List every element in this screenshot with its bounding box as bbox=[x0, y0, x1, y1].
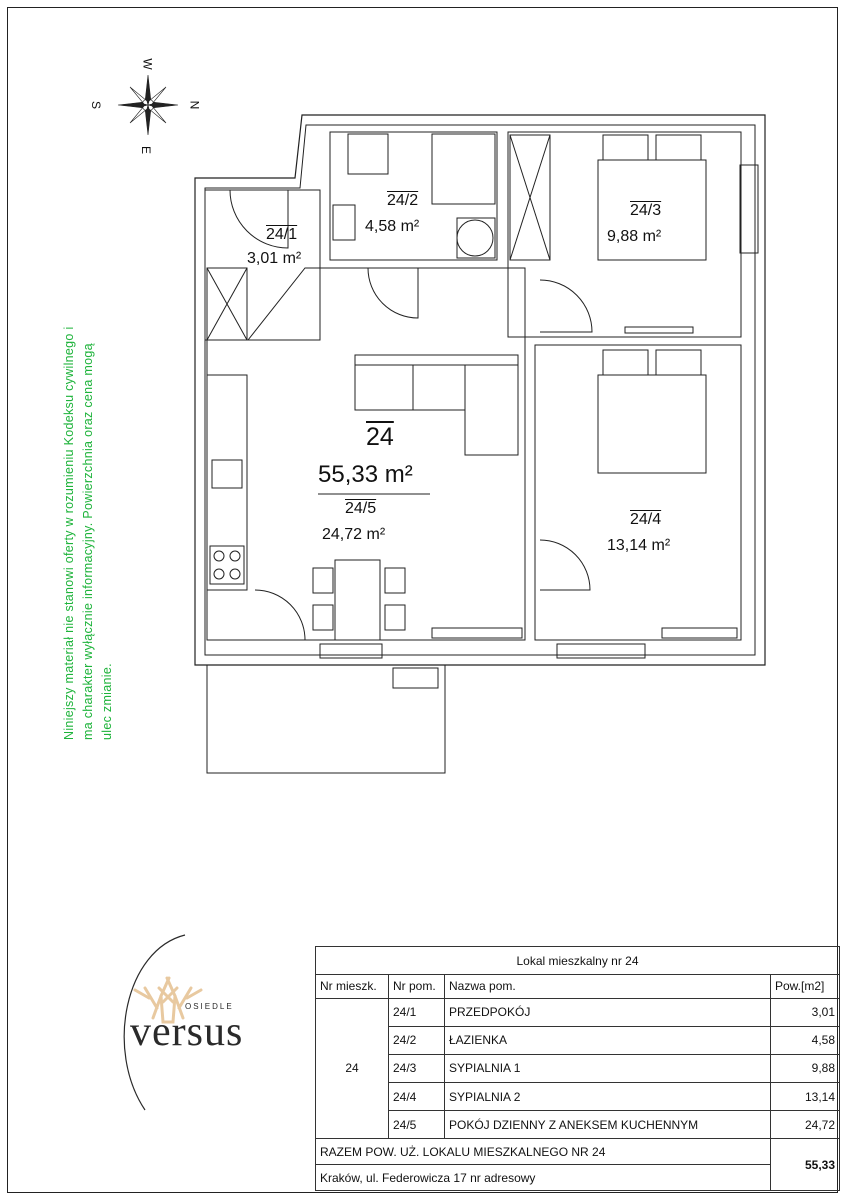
unit-area: 55,33 m² bbox=[318, 461, 413, 488]
unit-number: 24 bbox=[366, 423, 394, 451]
compass-w: W bbox=[140, 58, 155, 70]
logo-brand-text: versus bbox=[130, 1009, 244, 1055]
unit-no-cell: 24 bbox=[316, 998, 389, 1138]
address: Kraków, ul. Federowicza 17 nr adresowy bbox=[316, 1165, 771, 1191]
room-24-4-area: 13,14 m² bbox=[607, 537, 671, 554]
room-24-5-number: 24/5 bbox=[345, 500, 377, 517]
header-room-name: Nazwa pom. bbox=[445, 975, 771, 999]
compass-n: N bbox=[187, 100, 202, 110]
table-row bbox=[316, 1026, 840, 1054]
room-name-cell: SYPIALNIA 2 bbox=[445, 1083, 771, 1111]
table-row bbox=[316, 1083, 840, 1111]
room-name-cell: PRZEDPOKÓJ bbox=[445, 998, 771, 1026]
room-name-cell: POKÓJ DZIENNY Z ANEKSEM KUCHENNYM bbox=[445, 1111, 771, 1139]
room-24-1-area: 3,01 m² bbox=[247, 250, 302, 267]
compass-e: E bbox=[139, 145, 154, 155]
table-title: Lokal mieszkalny nr 24 bbox=[316, 947, 840, 975]
rooms-table bbox=[315, 946, 840, 1191]
table-row bbox=[316, 1054, 840, 1082]
room-24-4-number: 24/4 bbox=[630, 511, 662, 528]
room-no-cell: 24/3 bbox=[389, 1054, 445, 1082]
room-no-cell: 24/1 bbox=[389, 998, 445, 1026]
room-24-5-area: 24,72 m² bbox=[322, 526, 386, 543]
room-24-1-number: 24/1 bbox=[266, 226, 298, 243]
total-value: 55,33 bbox=[771, 1139, 840, 1191]
room-area-cell: 3,01 bbox=[771, 998, 840, 1026]
compass-s: S bbox=[89, 100, 104, 110]
table-row bbox=[316, 998, 840, 1026]
logo-small-text: OSIEDLE bbox=[185, 1002, 234, 1011]
room-no-cell: 24/2 bbox=[389, 1026, 445, 1054]
room-area-cell: 9,88 bbox=[771, 1054, 840, 1082]
header-room-no: Nr pom. bbox=[389, 975, 445, 999]
room-24-2-area: 4,58 m² bbox=[365, 218, 420, 235]
room-area-cell: 13,14 bbox=[771, 1083, 840, 1111]
header-area: Pow.[m2] bbox=[771, 975, 840, 999]
table-row bbox=[316, 1111, 840, 1139]
room-name-cell: ŁAZIENKA bbox=[445, 1026, 771, 1054]
room-no-cell: 24/4 bbox=[389, 1083, 445, 1111]
room-24-2-number: 24/2 bbox=[387, 192, 419, 209]
total-label: RAZEM POW. UŻ. LOKALU MIESZKALNEGO NR 24 bbox=[316, 1139, 771, 1165]
room-24-3-number: 24/3 bbox=[630, 202, 662, 219]
room-24-3-area: 9,88 m² bbox=[607, 228, 662, 245]
disclaimer-text: Niniejszy materiał nie stanowi oferty w rozumieniu Kodeksu cywilnego i ma charakter wyłącznie informacyjny. Powierzchnia oraz cena mogą ulec zmianie. bbox=[62, 326, 114, 740]
room-area-cell: 24,72 bbox=[771, 1111, 840, 1139]
room-no-cell: 24/5 bbox=[389, 1111, 445, 1139]
room-area-cell: 4,58 bbox=[771, 1026, 840, 1054]
header-unit-no: Nr mieszk. bbox=[316, 975, 389, 999]
room-name-cell: SYPIALNIA 1 bbox=[445, 1054, 771, 1082]
